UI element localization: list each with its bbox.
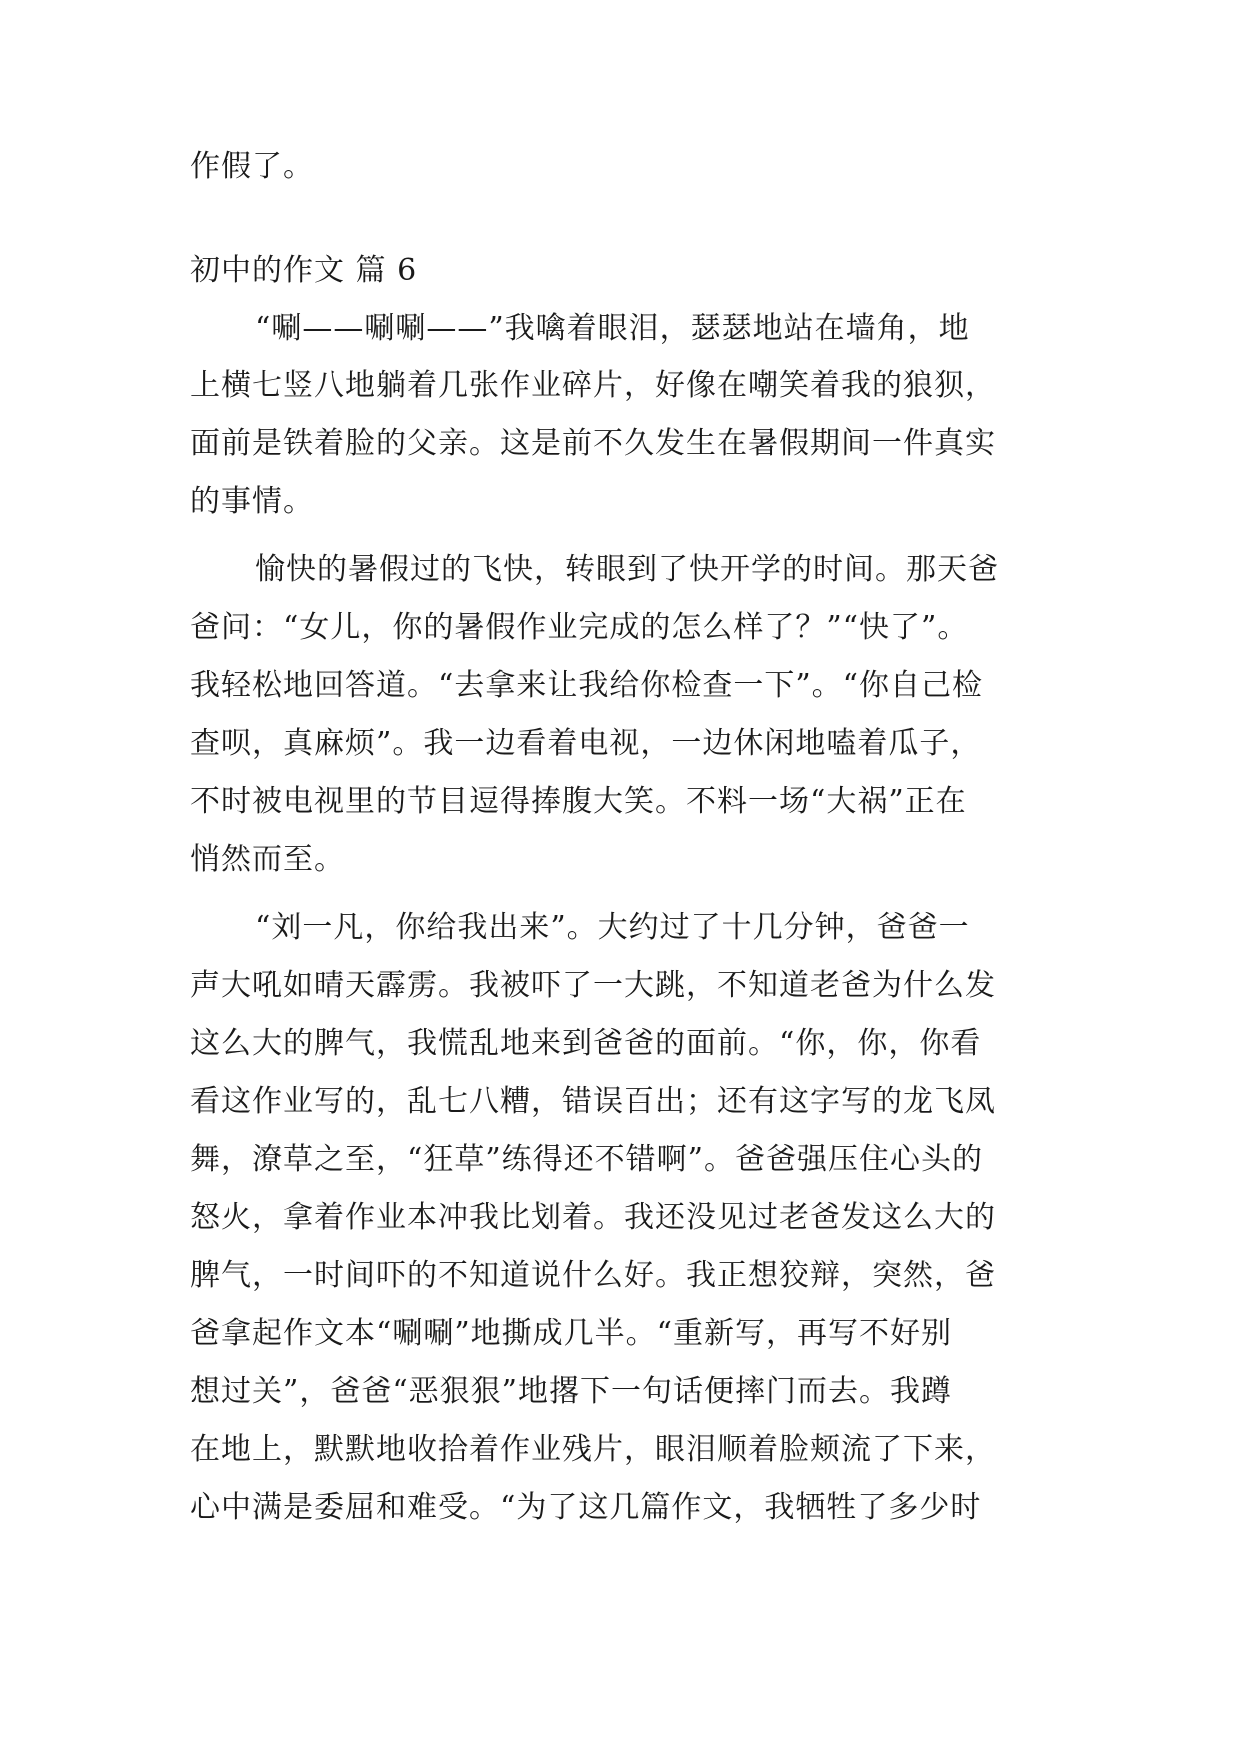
paragraph-line: 心中满是委屈和难受。“为了这几篇作文，我牺牲了多少时 xyxy=(190,1490,982,1525)
paragraph-line: 看这作业写的，乱七八糟，错误百出；还有这字写的龙飞凤 xyxy=(190,1084,996,1119)
paragraph-line: “刘一凡，你给我出来”。大约过了十几分钟，爸爸一 xyxy=(255,910,970,945)
paragraph-line: 脾气，一时间吓的不知道说什么好。我正想狡辩，突然，爸 xyxy=(190,1258,996,1293)
section-title: 初中的作文 篇 6 xyxy=(190,253,418,288)
paragraph-line: 想过关”，爸爸“恶狠狠”地撂下一句话便摔门而去。我蹲 xyxy=(190,1374,953,1409)
paragraph-line: 查呗，真麻烦”。我一边看着电视，一边休闲地嗑着瓜子， xyxy=(190,726,982,761)
paragraph-line: 上横七竖八地躺着几张作业碎片，好像在嘲笑着我的狼狈， xyxy=(190,368,996,403)
paragraph-line: 愉快的暑假过的飞快，转眼到了快开学的时间。那天爸 xyxy=(255,552,999,587)
paragraph-line: 舞，潦草之至，“狂草”练得还不错啊”。爸爸强压住心头的 xyxy=(190,1142,984,1177)
paragraph-line: 面前是铁着脸的父亲。这是前不久发生在暑假期间一件真实 xyxy=(190,426,996,461)
paragraph-line: 声大吼如晴天霹雳。我被吓了一大跳，不知道老爸为什么发 xyxy=(190,968,996,1003)
paragraph-line: 在地上，默默地收拾着作业残片，眼泪顺着脸颊流了下来， xyxy=(190,1432,996,1467)
paragraph-line: 悄然而至。 xyxy=(190,842,345,877)
paragraph-line: “唰——唰唰——”我噙着眼泪，瑟瑟地站在墙角，地 xyxy=(255,311,970,346)
paragraph-line: 我轻松地回答道。“去拿来让我给你检查一下”。“你自己检 xyxy=(190,668,984,703)
paragraph-line: 爸问：“女儿，你的暑假作业完成的怎么样了？”“快了”。 xyxy=(190,610,969,645)
paragraph-line: 的事情。 xyxy=(190,484,314,519)
text-line: 作假了。 xyxy=(190,149,314,184)
paragraph-line: 不时被电视里的节目逗得捧腹大笑。不料一场“大祸”正在 xyxy=(190,784,967,819)
paragraph-line: 怒火，拿着作业本冲我比划着。我还没见过老爸发这么大的 xyxy=(190,1200,996,1235)
paragraph-line: 这么大的脾气，我慌乱地来到爸爸的面前。“你，你，你看 xyxy=(190,1026,982,1061)
paragraph-line: 爸拿起作文本“唰唰”地撕成几半。“重新写，再写不好别 xyxy=(190,1316,953,1351)
